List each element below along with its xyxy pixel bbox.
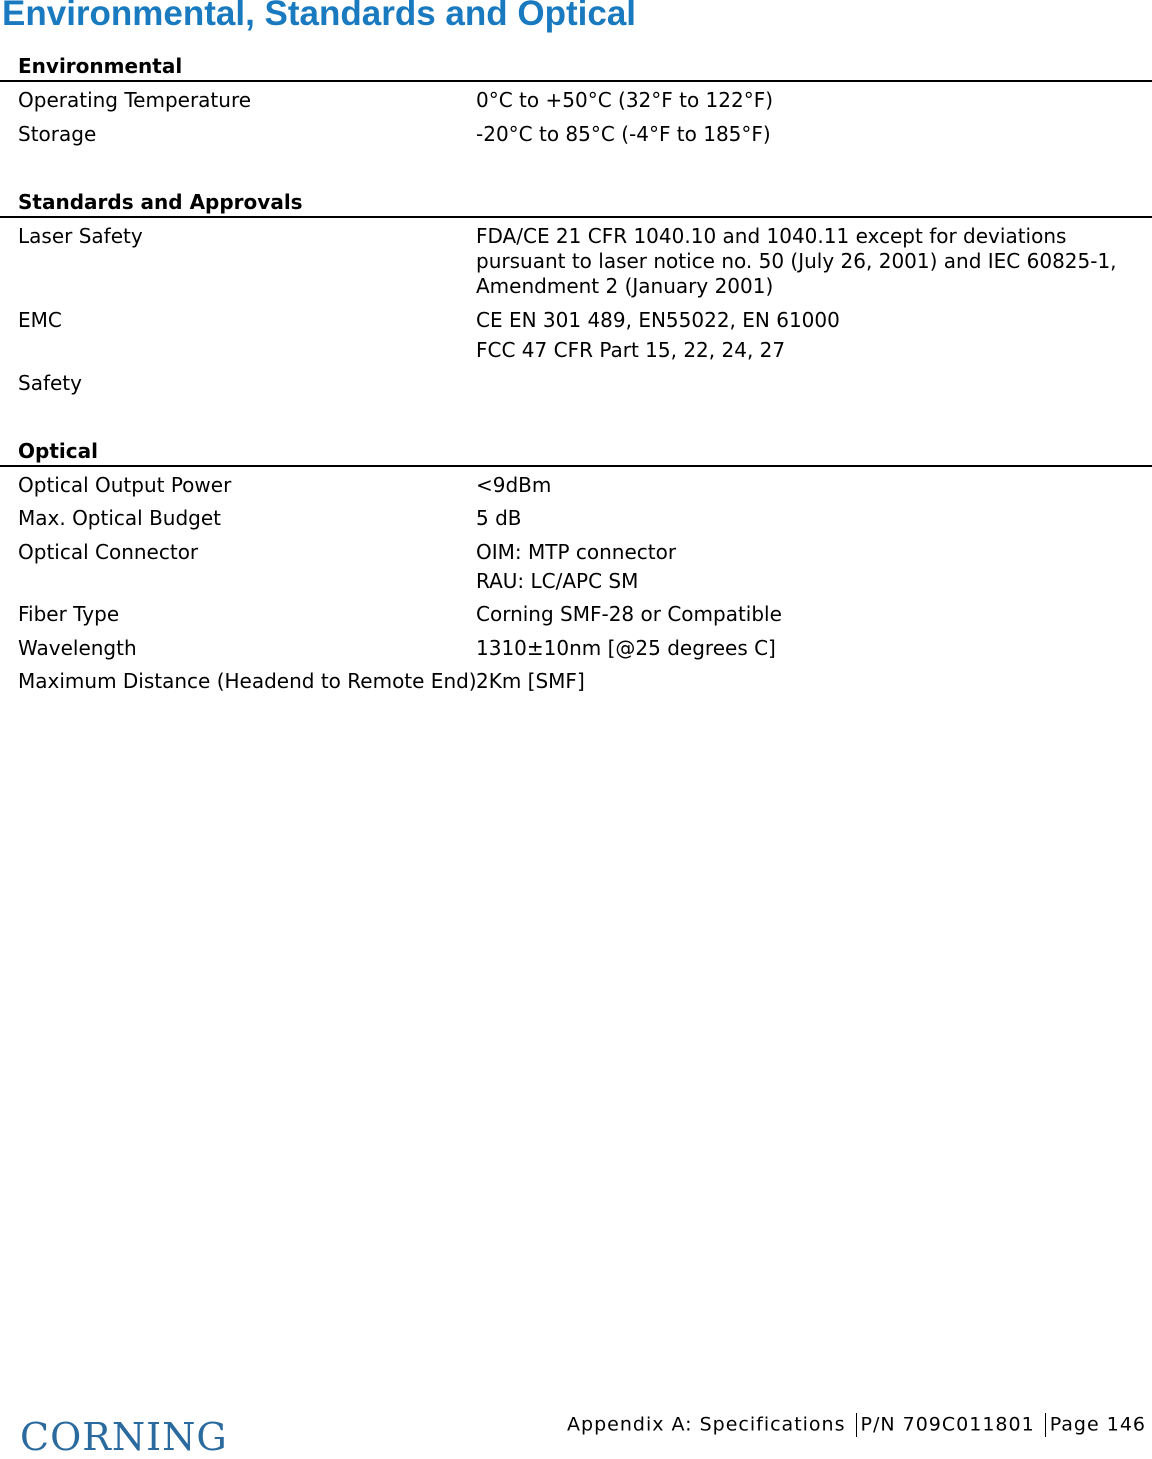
spec-label: Max. Optical Budget	[18, 506, 221, 530]
section-environmental	[0, 52, 1152, 146]
spec-label: Wavelength	[18, 636, 137, 660]
footer-part-number: P/N 709C011801	[860, 1413, 1035, 1436]
spec-value: -20°C to 85°C (-4°F to 185°F)	[476, 122, 771, 146]
section-heading: Standards and Approvals	[0, 188, 1152, 218]
section-heading: Optical	[0, 437, 1152, 467]
footer-text	[567, 1413, 1146, 1437]
spec-label: Laser Safety	[18, 224, 143, 248]
spec-value: 1310±10nm [@25 degrees C]	[476, 636, 776, 660]
spec-value: CE EN 301 489, EN55022, EN 61000 FCC 47 CFR Part 15, 22, 24, 27	[476, 308, 840, 362]
spec-label: Operating Temperature	[18, 88, 252, 112]
section-standards-and-approvals	[0, 188, 1152, 395]
spec-label: Optical Output Power	[18, 473, 232, 497]
spec-label: Optical Connector	[18, 540, 199, 564]
spec-value: 2Km [SMF]	[476, 669, 585, 693]
spec-value: 0°C to +50°C (32°F to 122°F)	[476, 88, 774, 112]
spec-value: Corning SMF-28 or Compatible	[476, 602, 782, 626]
corning-logo: CORNING	[20, 1415, 228, 1459]
spec-label: Fiber Type	[18, 602, 120, 626]
page-title: Environmental, Standards and Optical	[2, 0, 637, 33]
spec-value: <9dBm	[476, 473, 552, 497]
footer-separator	[856, 1413, 857, 1437]
section-heading: Environmental	[0, 52, 1152, 82]
footer-separator	[1045, 1413, 1046, 1437]
spec-value: 5 dB	[476, 506, 522, 530]
spec-label: Safety	[18, 371, 82, 395]
footer-appendix: Appendix A: Specifications	[567, 1413, 846, 1436]
page-footer	[0, 1405, 1152, 1459]
spec-value: OIM: MTP connector RAU: LC/APC SM	[476, 540, 677, 593]
spec-label: Maximum Distance (Headend to Remote End)	[18, 669, 477, 693]
spec-value: FDA/CE 21 CFR 1040.10 and 1040.11 except for deviations pursuant to laser notice no. 50 (July 26, 2001) and IEC 60825-1, Amendment 2 (January 2001)	[476, 224, 1117, 298]
footer-page-number: Page 146	[1049, 1413, 1146, 1436]
spec-label: EMC	[18, 308, 62, 332]
section-optical	[0, 437, 1152, 693]
spec-label: Storage	[18, 122, 97, 146]
